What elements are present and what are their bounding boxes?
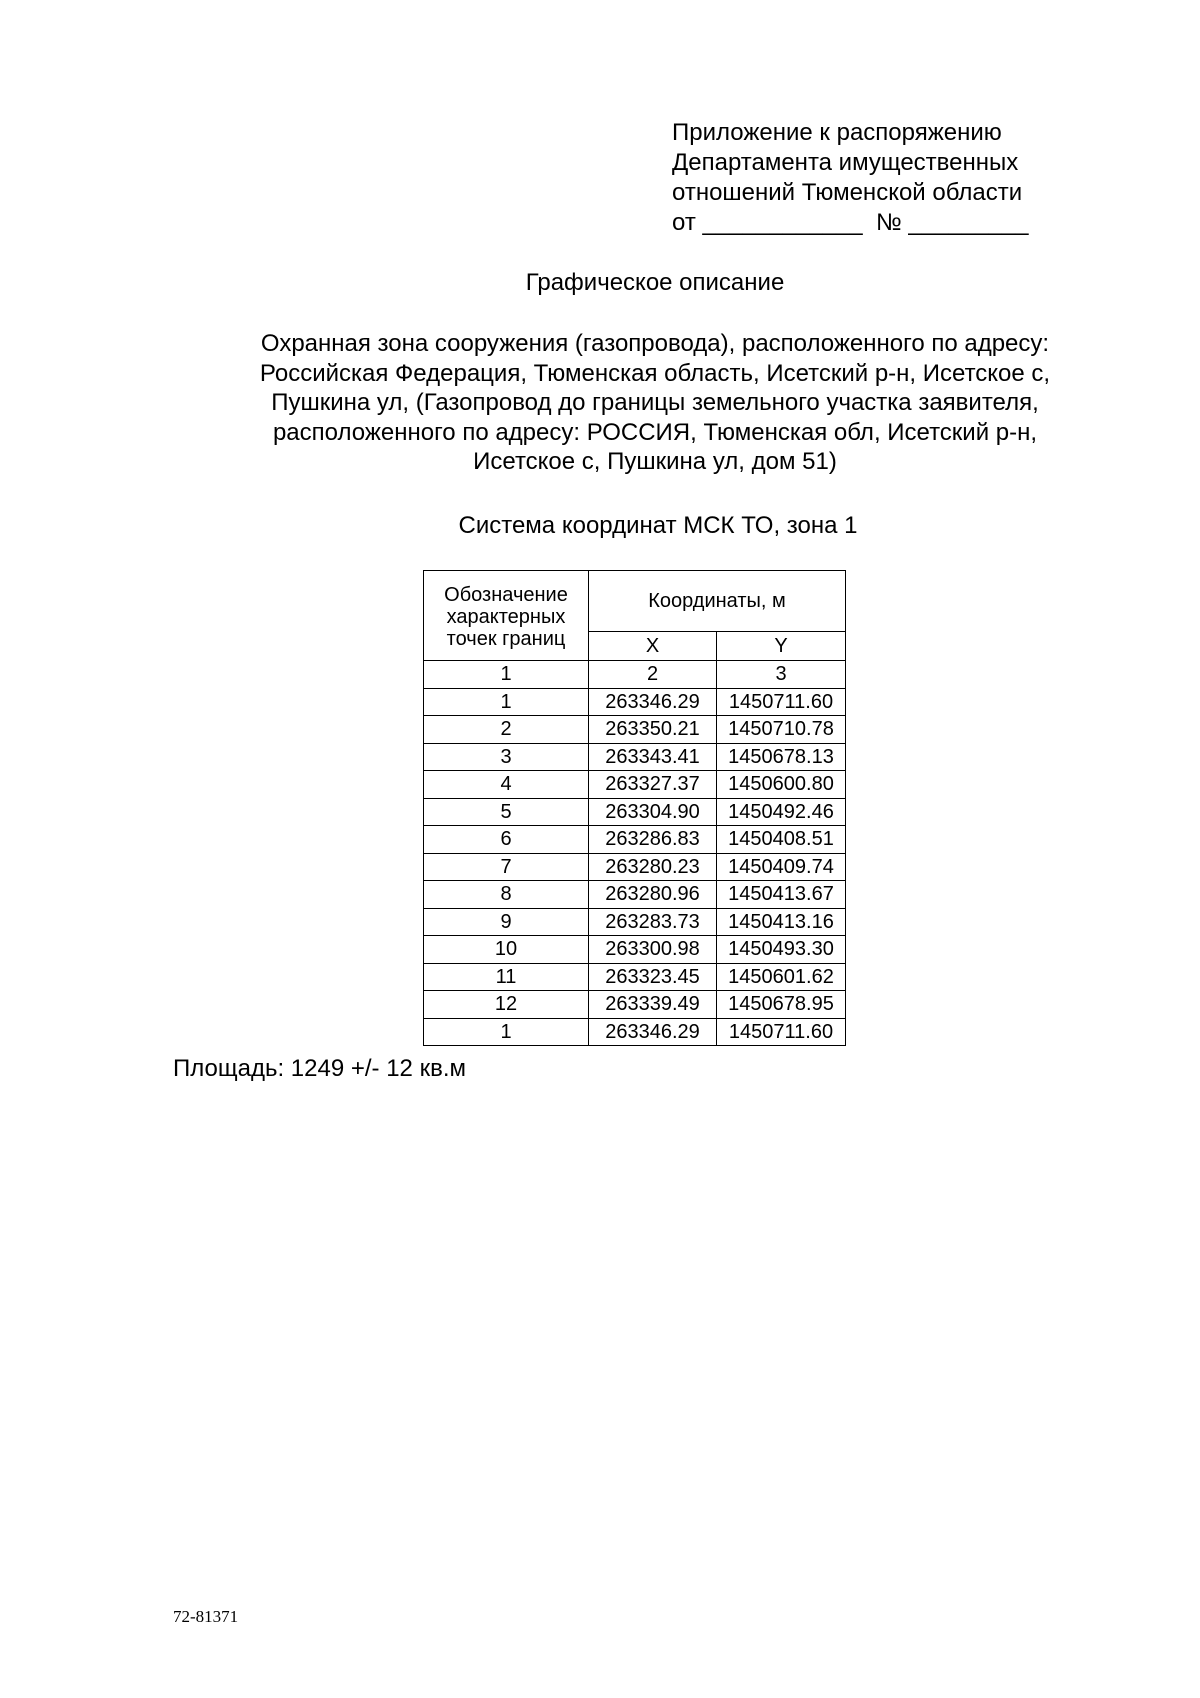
coord-y: 1450710.78 bbox=[717, 716, 846, 744]
point-number: 3 bbox=[424, 743, 589, 771]
coord-y: 1450408.51 bbox=[717, 826, 846, 854]
coord-x: 263280.23 bbox=[589, 853, 717, 881]
coord-y: 1450600.80 bbox=[717, 771, 846, 799]
document-number: 72-81371 bbox=[173, 1607, 239, 1626]
coord-x: 263343.41 bbox=[589, 743, 717, 771]
table-row bbox=[424, 771, 846, 799]
header-points: Обозначение характерных точек границ bbox=[424, 571, 589, 661]
coord-x: 263350.21 bbox=[589, 716, 717, 744]
point-number: 4 bbox=[424, 771, 589, 799]
point-number: 8 bbox=[424, 881, 589, 909]
point-number: 1 bbox=[424, 688, 589, 716]
table-row bbox=[424, 716, 846, 744]
point-number: 11 bbox=[424, 963, 589, 991]
coord-x: 263323.45 bbox=[589, 963, 717, 991]
coord-x: 263283.73 bbox=[589, 908, 717, 936]
coord-x: 263304.90 bbox=[589, 798, 717, 826]
table-row bbox=[424, 963, 846, 991]
coord-y: 1450601.62 bbox=[717, 963, 846, 991]
coord-y: 1450413.16 bbox=[717, 908, 846, 936]
coord-x: 263339.49 bbox=[589, 991, 717, 1019]
point-number: 7 bbox=[424, 853, 589, 881]
description-line: Охранная зона сооружения (газопровода), расположенного по адресу: bbox=[260, 330, 1050, 357]
coord-y: 1450493.30 bbox=[717, 936, 846, 964]
appendix-date-number-line: от ____________ № _________ bbox=[672, 209, 1029, 236]
description-line: Исетское с, Пушкина ул, дом 51) bbox=[473, 448, 837, 475]
coord-y: 1450413.67 bbox=[717, 881, 846, 909]
coord-x: 263327.37 bbox=[589, 771, 717, 799]
header-x: X bbox=[589, 631, 717, 660]
table-row bbox=[424, 1018, 846, 1046]
appendix-header bbox=[672, 118, 1132, 238]
coord-y: 1450711.60 bbox=[717, 688, 846, 716]
table-body bbox=[424, 661, 846, 1046]
coord-x: 263300.98 bbox=[589, 936, 717, 964]
coord-x: 263286.83 bbox=[589, 826, 717, 854]
coord-x: 263280.96 bbox=[589, 881, 717, 909]
coordinates-table bbox=[423, 570, 846, 1046]
header-y: Y bbox=[717, 631, 846, 660]
header-coordinates: Координаты, м bbox=[589, 571, 846, 632]
point-number: 2 bbox=[424, 716, 589, 744]
table-row bbox=[424, 688, 846, 716]
description-line: Пушкина ул, (Газопровод до границы земельного участка заявителя, bbox=[271, 389, 1039, 416]
column-number-row bbox=[424, 661, 846, 689]
table-row bbox=[424, 798, 846, 826]
coord-y: 1450678.13 bbox=[717, 743, 846, 771]
description-line: расположенного по адресу: РОССИЯ, Тюменская обл, Исетский р-н, bbox=[272, 418, 1038, 446]
point-number: 10 bbox=[424, 936, 589, 964]
area-value: Площадь: 1249 +/- 12 кв.м bbox=[173, 1055, 466, 1082]
coordinate-system-label: Система координат МСК ТО, зона 1 bbox=[458, 512, 858, 539]
table-row bbox=[424, 991, 846, 1019]
description-line: Российская Федерация, Тюменская область, Исетский р-н, Исетское с, bbox=[259, 359, 1051, 387]
coord-x: 263346.29 bbox=[589, 688, 717, 716]
table-row bbox=[424, 908, 846, 936]
point-number: 6 bbox=[424, 826, 589, 854]
appendix-line: Департамента имущественных bbox=[672, 149, 1019, 176]
column-number: 2 bbox=[589, 661, 717, 689]
point-number: 9 bbox=[424, 908, 589, 936]
table-row bbox=[424, 826, 846, 854]
column-number: 3 bbox=[717, 661, 846, 689]
coord-y: 1450409.74 bbox=[717, 853, 846, 881]
appendix-line: Приложение к распоряжению bbox=[672, 119, 1002, 146]
coord-y: 1450678.95 bbox=[717, 991, 846, 1019]
appendix-line: отношений Тюменской области bbox=[672, 179, 1023, 206]
point-number: 5 bbox=[424, 798, 589, 826]
object-description bbox=[220, 329, 1090, 477]
table-row bbox=[424, 853, 846, 881]
coord-y: 1450492.46 bbox=[717, 798, 846, 826]
column-number: 1 bbox=[424, 661, 589, 689]
table-row bbox=[424, 936, 846, 964]
point-number: 12 bbox=[424, 991, 589, 1019]
coord-x: 263346.29 bbox=[589, 1018, 717, 1046]
document-title: Графическое описание bbox=[525, 269, 785, 296]
table-row bbox=[424, 743, 846, 771]
table-row bbox=[424, 881, 846, 909]
point-number: 1 bbox=[424, 1018, 589, 1046]
coord-y: 1450711.60 bbox=[717, 1018, 846, 1046]
